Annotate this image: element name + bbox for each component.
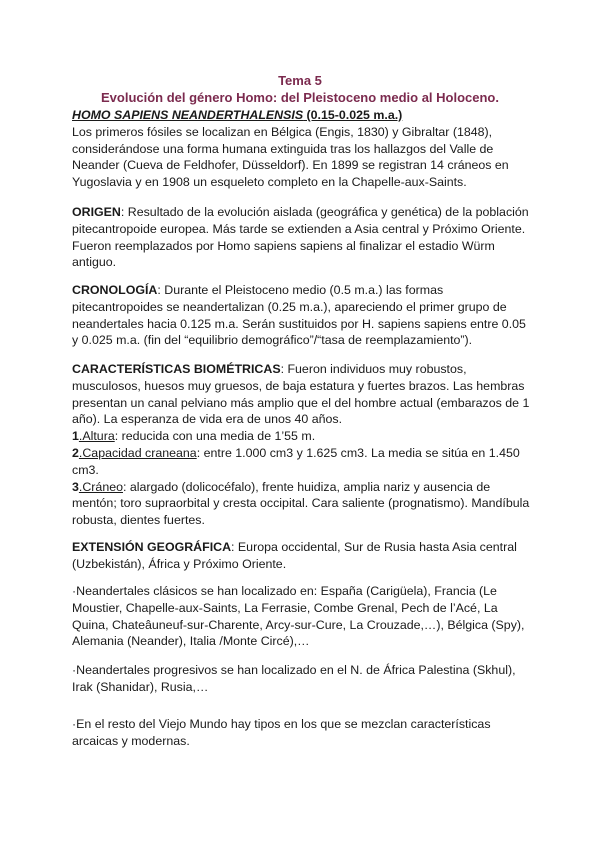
- caracteristicas-section: [72, 361, 532, 529]
- species-text: Los primeros fósiles se localizan en Bélgica (Engis, 1830) y Gibraltar (1848), considerándose una forma humana extinguida tras los hallazgos del Valle de Neander (Cueva de Feldhofer, Düsseldorf). En 1899 se registran 14 cráneos en Yugoslavia y en 1908 un esqueleto completo en la Chapelle-aux-Saints.: [72, 124, 509, 190]
- item-label-capacidad: .Capacidad craneana: [78, 445, 197, 460]
- species-section: [72, 107, 532, 191]
- item-text: : reducida con una media de 1’55 m.: [114, 429, 316, 444]
- item-text: : alargado (dolicocéfalo), frente huidiza, amplia nariz y ausencia de mentón; toro supraorbital y cresta occipital. Cara saliente (prognatismo). Mandíbula robusta, dientes fuertes.: [72, 479, 530, 528]
- item-number: 1: [72, 429, 79, 444]
- doc-title: Tema 5: [278, 73, 322, 88]
- extension-section: [72, 539, 532, 573]
- extension-heading: EXTENSIÓN GEOGRÁFICA: [72, 540, 232, 554]
- item-label-altura: .Altura: [78, 429, 115, 444]
- item-number: 2: [72, 445, 79, 460]
- item-label-craneo: .Cráneo: [78, 479, 123, 494]
- caracteristicas-text: : Fueron individuos muy robustos, musculosos, huesos muy gruesos, de baja estatura y fuertes brazos. Las hembras presentan un canal pelviano más amplio que el del hombre actual (embarazos de 1 año). La esperanza de vida era de unos 40 años.: [72, 362, 530, 427]
- doc-subtitle: Evolución del género Homo: del Pleistoceno medio al Holoceno.: [100, 90, 499, 105]
- item-number: 3: [72, 479, 79, 494]
- paragraph-progresivos: ·Neandertales progresivos se han localizado en el N. de África Palestina (Skhul), Irak (Shanidar), Rusia,…: [72, 663, 516, 694]
- cronologia-text: : Durante el Pleistoceno medio (0.5 m.a.) las formas pitecantropoides se neandertalizan (0.25 m.a.), apareciendo el primer grupo de neandertales hacia 0.125 m.a. Serán sustituidos por H. sapiens sapiens entre 0.05 y 0.025 m.a. (fin del “equilibrio demográfico”/“tasa de reemplazamiento”).: [72, 283, 526, 348]
- origen-heading: ORIGEN: [72, 205, 121, 219]
- paragraph-clasicos: ·Neandertales clásicos se han localizado en: España (Carigüela), Francia (Le Moustier, Chapelle-aux-Saints, La Ferrasie, Combe Grenal, Pech de l’Acé, La Quina, Chateâuneuf-sur-Charente, Arcy-sur-Cure, La Crouzade,…), Bélgica (Spy), Alemania (Neander), Italia /Monte Circé),…: [72, 584, 525, 649]
- cronologia-section: [72, 282, 532, 349]
- cronologia-heading: CRONOLOGÍA: [72, 283, 158, 297]
- paragraph-resto: ·En el resto del Viejo Mundo hay tipos en los que se mezclan características arcaicas y modernas.: [72, 717, 491, 748]
- species-name: HOMO SAPIENS NEANDERTHALENSIS: [72, 108, 304, 122]
- item-text: : entre 1.000 cm3 y 1.625 cm3. La media se sitúa en 1.450 cm3.: [72, 445, 520, 477]
- origen-section: [72, 204, 532, 271]
- origen-text: : Resultado de la evolución aislada (geográfica y genética) de la población pitecantropoide europea. Más tarde se extienden a Asia central y Próximo Oriente. Fueron reemplazados por Homo sapiens sapiens al finalizar el estadio Würm antiguo.: [72, 205, 529, 270]
- species-date: (0.15-0.025 m.a.): [303, 108, 403, 122]
- caracteristicas-heading: CARACTERÍSTICAS BIOMÉTRICAS: [72, 362, 281, 376]
- extension-text: : Europa occidental, Sur de Rusia hasta Asia central (Uzbekistán), África y Próximo Oriente.: [72, 540, 517, 571]
